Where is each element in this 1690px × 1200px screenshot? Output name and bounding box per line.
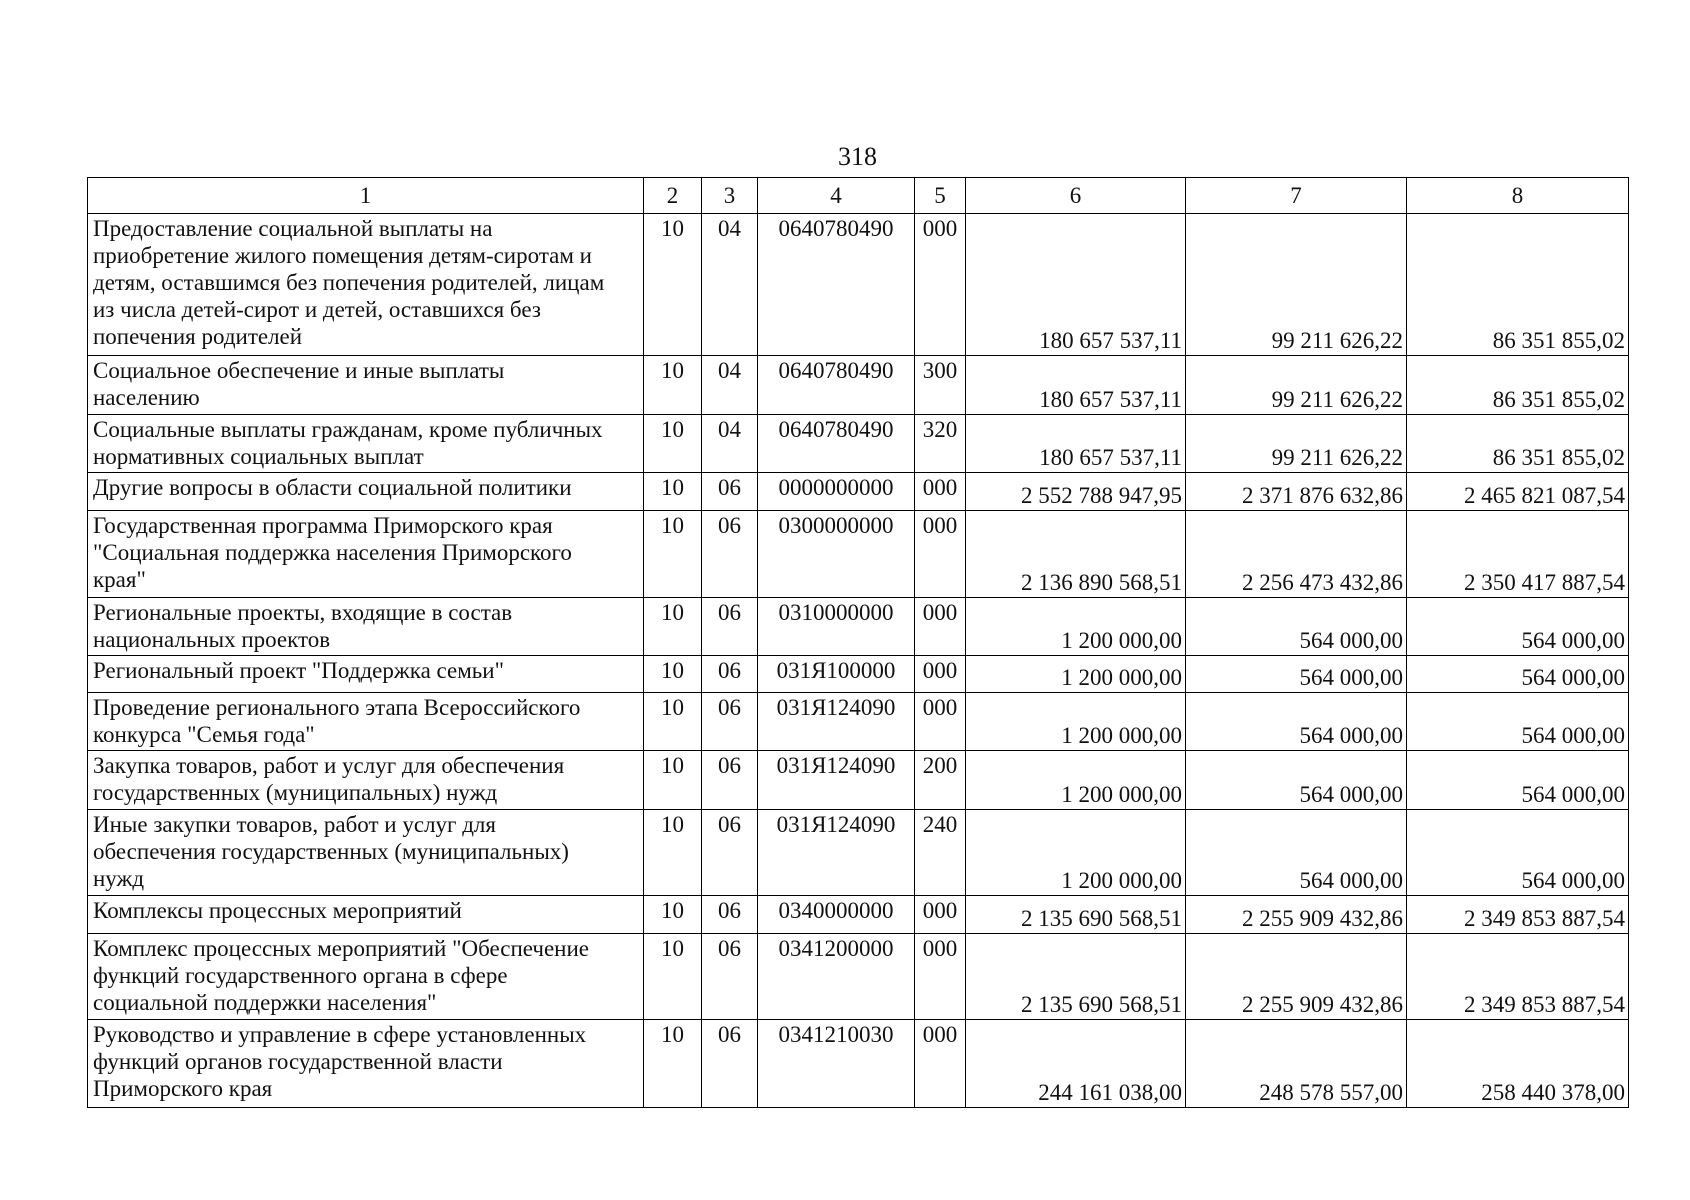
- code-col3-cell: 06: [702, 693, 758, 751]
- table-header: [88, 178, 1629, 214]
- column-header-2: 2: [644, 178, 702, 214]
- amount-col7-cell: 2 255 909 432,86: [1186, 934, 1407, 1020]
- amount-col7-cell: 564 000,00: [1186, 656, 1407, 693]
- code-col2-cell: 10: [644, 214, 702, 356]
- table-row: [88, 810, 1629, 896]
- table-row: [88, 598, 1629, 656]
- code-col3-cell: 06: [702, 934, 758, 1020]
- item-name-cell: Другие вопросы в области социальной политики: [88, 473, 644, 511]
- budget-table: [87, 177, 1629, 1108]
- code-col2-cell: 10: [644, 810, 702, 896]
- amount-col6-cell: 180 657 537,11: [966, 356, 1186, 415]
- amount-col6-cell: 2 135 690 568,51: [966, 934, 1186, 1020]
- code-col4-cell: 0640780490: [758, 214, 915, 356]
- code-col5-cell: 000: [915, 1020, 966, 1108]
- table-row: [88, 473, 1629, 511]
- code-col5-cell: 000: [915, 214, 966, 356]
- amount-col6-cell: 1 200 000,00: [966, 810, 1186, 896]
- amount-col8-cell: 86 351 855,02: [1407, 356, 1629, 415]
- table-row: [88, 415, 1629, 473]
- code-col2-cell: 10: [644, 356, 702, 415]
- item-name-cell: Социальное обеспечение и иные выплаты населению: [88, 356, 644, 415]
- code-col4-cell: 0000000000: [758, 473, 915, 511]
- item-name-cell: Комплекс процессных мероприятий "Обеспечение функций государственного органа в сфере социальной поддержки населения": [88, 934, 644, 1020]
- code-col4-cell: 0341210030: [758, 1020, 915, 1108]
- amount-col8-cell: 2 349 853 887,54: [1407, 934, 1629, 1020]
- code-col5-cell: 320: [915, 415, 966, 473]
- amount-col7-cell: 248 578 557,00: [1186, 1020, 1407, 1108]
- table-row: [88, 656, 1629, 693]
- amount-col6-cell: 180 657 537,11: [966, 415, 1186, 473]
- amount-col8-cell: 564 000,00: [1407, 656, 1629, 693]
- amount-col8-cell: 564 000,00: [1407, 693, 1629, 751]
- table-row: [88, 356, 1629, 415]
- column-header-6: 6: [966, 178, 1186, 214]
- code-col5-cell: 000: [915, 598, 966, 656]
- item-name-cell: Руководство и управление в сфере установленных функций органов государственной власти Приморского края: [88, 1020, 644, 1108]
- code-col5-cell: 000: [915, 896, 966, 934]
- amount-col7-cell: 99 211 626,22: [1186, 356, 1407, 415]
- item-name-cell: Закупка товаров, работ и услуг для обеспечения государственных (муниципальных) нужд: [88, 751, 644, 810]
- code-col2-cell: 10: [644, 896, 702, 934]
- code-col2-cell: 10: [644, 511, 702, 598]
- amount-col6-cell: 244 161 038,00: [966, 1020, 1186, 1108]
- column-header-5: 5: [915, 178, 966, 214]
- code-col5-cell: 000: [915, 934, 966, 1020]
- amount-col8-cell: 258 440 378,00: [1407, 1020, 1629, 1108]
- page-number: 318: [838, 142, 877, 171]
- column-header-7: 7: [1186, 178, 1407, 214]
- table-row: [88, 896, 1629, 934]
- amount-col7-cell: 2 256 473 432,86: [1186, 511, 1407, 598]
- table-row: [88, 934, 1629, 1020]
- amount-col6-cell: 1 200 000,00: [966, 656, 1186, 693]
- item-name-cell: Региональные проекты, входящие в состав национальных проектов: [88, 598, 644, 656]
- header-row: [88, 178, 1629, 214]
- column-header-8: 8: [1407, 178, 1629, 214]
- code-col3-cell: 04: [702, 214, 758, 356]
- amount-col6-cell: 1 200 000,00: [966, 751, 1186, 810]
- amount-col6-cell: 180 657 537,11: [966, 214, 1186, 356]
- code-col2-cell: 10: [644, 656, 702, 693]
- code-col4-cell: 0640780490: [758, 356, 915, 415]
- code-col4-cell: 0340000000: [758, 896, 915, 934]
- amount-col7-cell: 564 000,00: [1186, 751, 1407, 810]
- amount-col8-cell: 564 000,00: [1407, 810, 1629, 896]
- code-col5-cell: 000: [915, 656, 966, 693]
- code-col3-cell: 06: [702, 656, 758, 693]
- table-row: [88, 751, 1629, 810]
- code-col2-cell: 10: [644, 473, 702, 511]
- code-col3-cell: 06: [702, 810, 758, 896]
- item-name-cell: Социальные выплаты гражданам, кроме публичных нормативных социальных выплат: [88, 415, 644, 473]
- code-col3-cell: 04: [702, 415, 758, 473]
- amount-col7-cell: 564 000,00: [1186, 693, 1407, 751]
- item-name-cell: Комплексы процессных мероприятий: [88, 896, 644, 934]
- code-col4-cell: 031Я124090: [758, 693, 915, 751]
- item-name-cell: Региональный проект "Поддержка семьи": [88, 656, 644, 693]
- code-col5-cell: 000: [915, 693, 966, 751]
- amount-col8-cell: 2 465 821 087,54: [1407, 473, 1629, 511]
- amount-col8-cell: 2 349 853 887,54: [1407, 896, 1629, 934]
- code-col3-cell: 06: [702, 598, 758, 656]
- code-col4-cell: 0640780490: [758, 415, 915, 473]
- amount-col6-cell: 2 135 690 568,51: [966, 896, 1186, 934]
- code-col2-cell: 10: [644, 415, 702, 473]
- code-col3-cell: 06: [702, 473, 758, 511]
- code-col5-cell: 300: [915, 356, 966, 415]
- code-col2-cell: 10: [644, 598, 702, 656]
- amount-col6-cell: 2 136 890 568,51: [966, 511, 1186, 598]
- amount-col8-cell: 86 351 855,02: [1407, 214, 1629, 356]
- column-header-1: 1: [88, 178, 644, 214]
- amount-col6-cell: 2 552 788 947,95: [966, 473, 1186, 511]
- code-col2-cell: 10: [644, 934, 702, 1020]
- item-name-cell: Иные закупки товаров, работ и услуг для обеспечения государственных (муниципальных) нужд: [88, 810, 644, 896]
- item-name-cell: Государственная программа Приморского края "Социальная поддержка населения Приморского края": [88, 511, 644, 598]
- amount-col7-cell: 99 211 626,22: [1186, 214, 1407, 356]
- code-col2-cell: 10: [644, 751, 702, 810]
- table-body: [88, 214, 1629, 1108]
- amount-col8-cell: 86 351 855,02: [1407, 415, 1629, 473]
- amount-col7-cell: 99 211 626,22: [1186, 415, 1407, 473]
- amount-col7-cell: 2 255 909 432,86: [1186, 896, 1407, 934]
- amount-col7-cell: 564 000,00: [1186, 810, 1407, 896]
- code-col5-cell: 200: [915, 751, 966, 810]
- table-row: [88, 693, 1629, 751]
- code-col4-cell: 031Я124090: [758, 751, 915, 810]
- code-col4-cell: 0310000000: [758, 598, 915, 656]
- amount-col7-cell: 564 000,00: [1186, 598, 1407, 656]
- amount-col8-cell: 2 350 417 887,54: [1407, 511, 1629, 598]
- table-row: [88, 1020, 1629, 1108]
- code-col2-cell: 10: [644, 693, 702, 751]
- code-col4-cell: 031Я124090: [758, 810, 915, 896]
- amount-col6-cell: 1 200 000,00: [966, 598, 1186, 656]
- amount-col8-cell: 564 000,00: [1407, 598, 1629, 656]
- amount-col7-cell: 2 371 876 632,86: [1186, 473, 1407, 511]
- code-col5-cell: 000: [915, 473, 966, 511]
- item-name-cell: Предоставление социальной выплаты на приобретение жилого помещения детям-сиротам и детям, оставшимся без попечения родителей, лицам из числа детей-сирот и детей, оставшихся без попечения родителей: [88, 214, 644, 356]
- code-col4-cell: 0341200000: [758, 934, 915, 1020]
- code-col4-cell: 031Я100000: [758, 656, 915, 693]
- code-col2-cell: 10: [644, 1020, 702, 1108]
- amount-col8-cell: 564 000,00: [1407, 751, 1629, 810]
- table-row: [88, 214, 1629, 356]
- code-col5-cell: 240: [915, 810, 966, 896]
- code-col4-cell: 0300000000: [758, 511, 915, 598]
- code-col3-cell: 06: [702, 1020, 758, 1108]
- code-col3-cell: 06: [702, 511, 758, 598]
- code-col3-cell: 06: [702, 896, 758, 934]
- column-header-3: 3: [702, 178, 758, 214]
- amount-col6-cell: 1 200 000,00: [966, 693, 1186, 751]
- item-name-cell: Проведение регионального этапа Всероссийского конкурса "Семья года": [88, 693, 644, 751]
- table-row: [88, 511, 1629, 598]
- column-header-4: 4: [758, 178, 915, 214]
- code-col3-cell: 04: [702, 356, 758, 415]
- code-col5-cell: 000: [915, 511, 966, 598]
- code-col3-cell: 06: [702, 751, 758, 810]
